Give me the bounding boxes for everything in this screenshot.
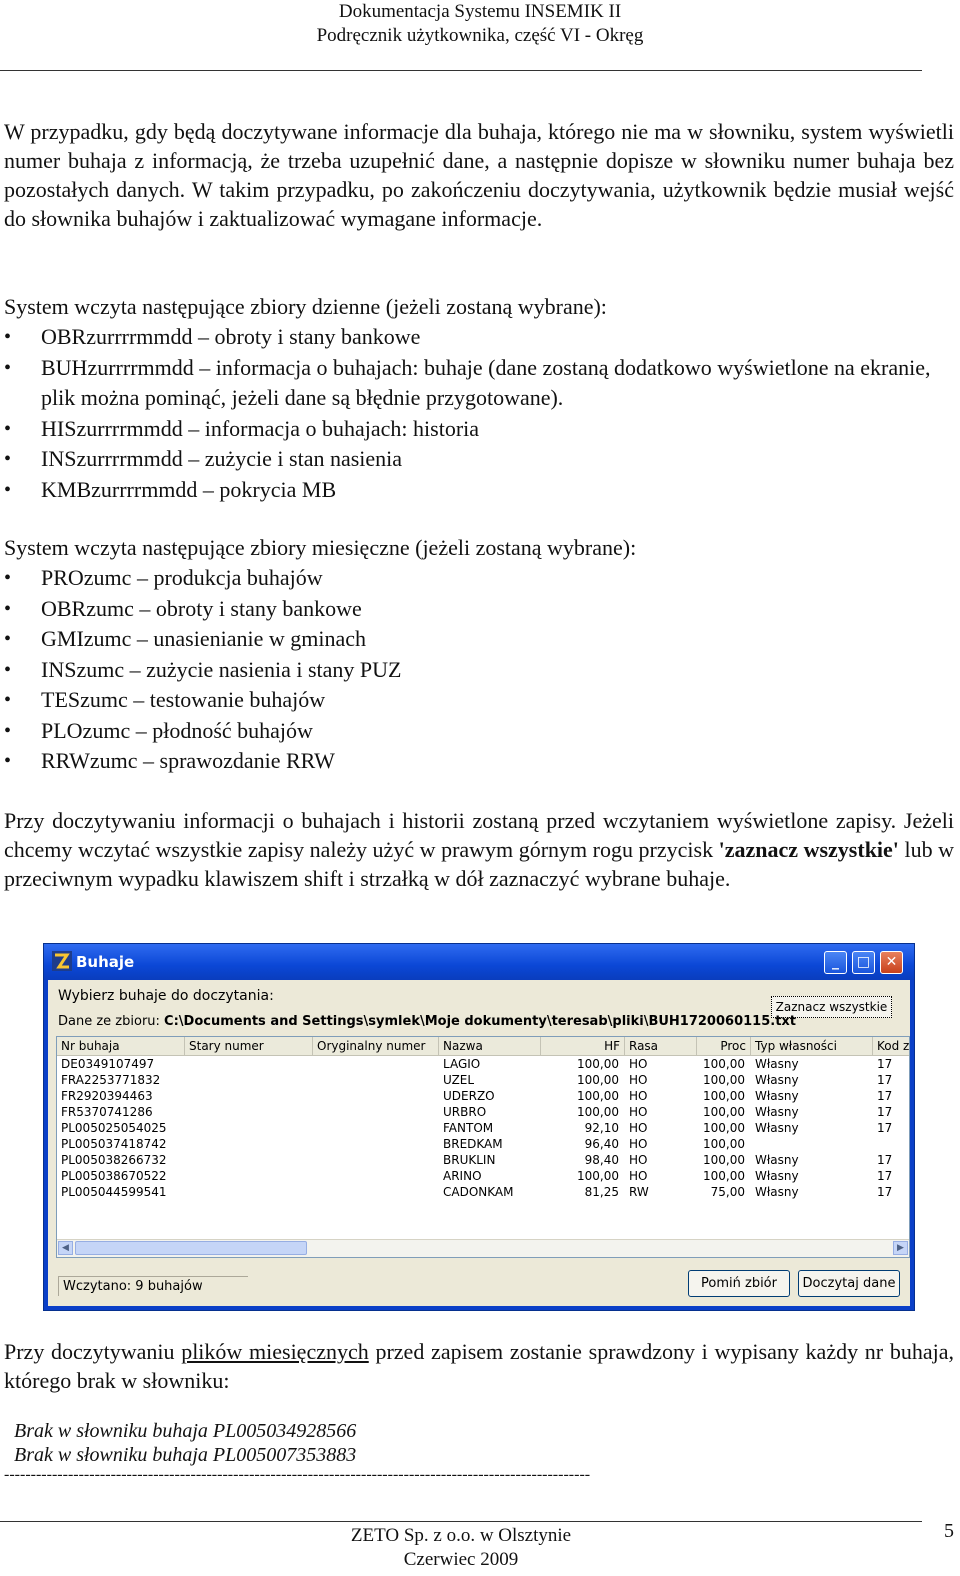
table-cell: CADONKAM [443, 1185, 514, 1199]
table-cell: 100,00 [703, 1057, 745, 1071]
table-row[interactable] [57, 1152, 909, 1168]
footer-rule [0, 1521, 922, 1522]
column-header[interactable]: Rasa [625, 1037, 697, 1055]
list-item: • BUHzurrrrmmdd – informacja o buhajach: buhaje (dane zostaną dodatkowo wyświetlone na ekranie, plik można pominąć, jeżeli dane są błędnie przygotowane). [0, 353, 950, 414]
paragraph-text: Przy doczytywaniu [4, 1339, 182, 1364]
paragraph-daily-intro: System wczyta następujące zbiory dzienne (jeżeli zostaną wybrane): [4, 294, 607, 319]
column-header[interactable]: Stary numer [185, 1037, 313, 1055]
scroll-thumb[interactable] [75, 1241, 307, 1255]
table-cell: 17 [877, 1105, 893, 1119]
table-cell: 17 [877, 1121, 893, 1135]
table-cell: UZEL [443, 1073, 475, 1087]
table-cell: HO [629, 1137, 648, 1151]
table-cell: FRA2253771832 [61, 1073, 161, 1087]
list-item: • GMIzumc – unasienianie w gminach [0, 624, 950, 655]
table-cell: URBRO [443, 1105, 487, 1119]
prompt-label: Wybierz buhaje do doczytania: [58, 988, 274, 1004]
table-row[interactable] [57, 1136, 909, 1152]
table-cell: BRUKLIN [443, 1153, 496, 1167]
table-cell [317, 1072, 437, 1088]
table-header [57, 1037, 909, 1056]
table-cell: FR5370741286 [61, 1105, 153, 1119]
list-item: • PLOzumc – płodność buhajów [0, 716, 950, 747]
table-cell: 100,00 [703, 1073, 745, 1087]
table-cell: ARINO [443, 1169, 482, 1183]
table-cell: 100,00 [703, 1153, 745, 1167]
list-item: • PROzumc – produkcja buhajów [0, 563, 950, 594]
table-cell: UDERZO [443, 1089, 495, 1103]
table-cell: Własny [755, 1089, 799, 1103]
table-cell: FR2920394463 [61, 1089, 153, 1103]
table-cell: 100,00 [577, 1073, 619, 1087]
maximize-button[interactable]: □ [852, 951, 875, 974]
table-cell: HO [629, 1105, 648, 1119]
list-item: • INSzurrrrmmdd – zużycie i stan nasienia [0, 444, 950, 475]
table-cell [317, 1104, 437, 1120]
table-cell: 100,00 [577, 1057, 619, 1071]
page-header [0, 0, 960, 48]
scroll-right-icon[interactable]: ▶ [893, 1241, 908, 1255]
missing-message: Brak w słowniku buhaja PL005034928566 [14, 1420, 357, 1442]
table-cell: BREDKAM [443, 1137, 503, 1151]
table-cell: 100,00 [577, 1169, 619, 1183]
missing-message: Brak w słowniku buhaja PL005007353883 [14, 1444, 357, 1466]
app-icon [52, 951, 72, 971]
header-title: Dokumentacja Systemu INSEMIK II [338, 1, 622, 22]
column-header[interactable]: Nr buhaja [57, 1037, 185, 1055]
table-cell: 96,40 [584, 1137, 619, 1151]
table-cell: Własny [755, 1121, 799, 1135]
table-cell [317, 1120, 437, 1136]
paragraph-monthly-check [4, 1337, 954, 1395]
table-row[interactable] [57, 1056, 909, 1072]
table-row[interactable] [57, 1168, 909, 1184]
skip-file-button[interactable]: Pomiń zbiór [688, 1270, 790, 1297]
paragraph-text: Przy doczytywaniu informacji o buhajach i historii zostaną przed wczytaniem wyświetlone zapisy. Jeżeli chcemy wczytać wszystkie zapisy należy użyć w prawym górnym rogu przycisk [4, 808, 954, 862]
page-number: 5 [944, 1520, 954, 1542]
list-item: • INSzumc – zużycie nasienia i stany PUZ [0, 655, 950, 686]
table-cell: 17 [877, 1153, 893, 1167]
table-cell: 81,25 [584, 1185, 619, 1199]
footer-company: ZETO Sp. z o.o. w Olsztynie [350, 1525, 572, 1546]
header-subtitle: Podręcznik użytkownika, część VI - Okręg [316, 25, 644, 46]
table-cell: 17 [877, 1185, 893, 1199]
table-cell: HO [629, 1057, 648, 1071]
table-cell: 98,40 [584, 1153, 619, 1167]
table-cell: 100,00 [703, 1137, 745, 1151]
table-cell [317, 1168, 437, 1184]
close-button[interactable]: ✕ [880, 951, 903, 974]
table-cell: 17 [877, 1089, 893, 1103]
table-cell: Własny [755, 1185, 799, 1199]
paragraph-text: przed zapisem zostanie sprawdzony i wypisany każdy nr buhaja, którego brak w słowniku: [4, 1339, 954, 1393]
table-row[interactable] [57, 1072, 909, 1088]
load-data-button[interactable]: Doczytaj dane [798, 1270, 900, 1297]
horizontal-scrollbar[interactable] [57, 1239, 909, 1257]
column-header[interactable]: Typ własności [751, 1037, 873, 1055]
table-cell: 100,00 [703, 1121, 745, 1135]
table-cell [189, 1152, 311, 1168]
table-cell [755, 1136, 871, 1152]
table-cell: PL005044599541 [61, 1185, 167, 1199]
table-cell: FANTOM [443, 1121, 494, 1135]
list-item: • OBRzumc – obroty i stany bankowe [0, 594, 950, 625]
table-cell [189, 1184, 311, 1200]
dialog-titlebar [44, 944, 914, 980]
buhaje-dialog [43, 943, 915, 1311]
minimize-button[interactable]: _ [824, 951, 847, 974]
table-cell [189, 1104, 311, 1120]
table-cell [317, 1152, 437, 1168]
bulls-table[interactable] [56, 1036, 910, 1258]
paragraph-monthly-intro: System wczyta następujące zbiory miesięczne (jeżeli zostaną wybrane): [4, 535, 637, 560]
scroll-left-icon[interactable]: ◀ [58, 1241, 73, 1255]
list-item: • RRWzumc – sprawozdanie RRW [0, 746, 950, 777]
table-row[interactable] [57, 1184, 909, 1200]
list-item: • KMBzurrrrmmdd – pokrycia MB [0, 475, 950, 506]
table-cell [189, 1136, 311, 1152]
table-cell: 100,00 [703, 1105, 745, 1119]
table-cell: Własny [755, 1105, 799, 1119]
table-cell: PL005038266732 [61, 1153, 167, 1167]
table-cell: 100,00 [703, 1169, 745, 1183]
list-item: • HISzurrrrmmdd – informacja o buhajach: historia [0, 414, 950, 445]
table-cell [189, 1056, 311, 1072]
table-cell: DE0349107497 [61, 1057, 155, 1071]
paragraph-select-info [4, 806, 954, 893]
list-item: • OBRzurrrrmmdd – obroty i stany bankowe [0, 322, 950, 353]
column-header[interactable]: Oryginalny numer [313, 1037, 439, 1055]
column-header[interactable]: HF [541, 1037, 625, 1055]
table-cell: 17 [877, 1169, 893, 1183]
daily-files-list [0, 322, 950, 505]
dialog-body [48, 980, 910, 1306]
table-cell: 100,00 [703, 1089, 745, 1103]
monthly-files-link[interactable]: plików miesięcznych [181, 1339, 369, 1364]
table-cell [877, 1136, 910, 1152]
table-cell [317, 1136, 437, 1152]
table-cell: LAGIO [443, 1057, 481, 1071]
table-cell: 92,10 [584, 1121, 619, 1135]
monthly-files-list [0, 563, 950, 777]
table-cell [317, 1056, 437, 1072]
table-cell [317, 1088, 437, 1104]
paragraph-text: lub w przeciwnym wypadku klawiszem shift i strzałką w dół zaznaczyć wybrane buhaje. [4, 837, 955, 891]
status-label: Wczytano: 9 buhajów [58, 1276, 248, 1296]
table-cell: 17 [877, 1073, 893, 1087]
column-header[interactable]: Kod z [873, 1037, 910, 1055]
table-cell: Własny [755, 1169, 799, 1183]
table-cell: 75,00 [710, 1185, 745, 1199]
table-row[interactable] [57, 1120, 909, 1136]
table-cell: HO [629, 1121, 648, 1135]
dialog-title: Buhaje [76, 953, 135, 971]
table-cell: HO [629, 1089, 648, 1103]
table-cell: Własny [755, 1057, 799, 1071]
table-cell: RW [629, 1185, 649, 1199]
table-cell: PL005038670522 [61, 1169, 167, 1183]
file-label: Dane ze zbioru: [58, 1014, 160, 1029]
header-rule [0, 70, 922, 71]
table-row[interactable] [57, 1088, 909, 1104]
table-cell: PL005025054025 [61, 1121, 167, 1135]
select-all-reference: 'zaznacz wszystkie' [718, 837, 899, 862]
select-all-button[interactable]: Zaznacz wszystkie [771, 996, 892, 1018]
file-info [58, 1014, 796, 1029]
table-cell [189, 1168, 311, 1184]
column-header[interactable]: Nazwa [439, 1037, 541, 1055]
table-cell: HO [629, 1169, 648, 1183]
table-cell: 17 [877, 1057, 893, 1071]
table-cell [189, 1120, 311, 1136]
footer-date: Czerwiec 2009 [403, 1549, 519, 1570]
table-cell: 100,00 [577, 1089, 619, 1103]
table-cell [189, 1072, 311, 1088]
paragraph-intro: W przypadku, gdy będą doczytywane informacje dla buhaja, którego nie ma w słowniku, system wyświetli numer buhaja z informacją, że trzeba uzupełnić dane, a następnie dopisze w słowniku numer buhaja bez pozostałych danych. W takim przypadku, po zakończeniu doczytywania, użytkownik będzie musiał wejść do słownika buhajów i zaktualizować wymagane informacje. [4, 119, 954, 231]
table-cell: Własny [755, 1153, 799, 1167]
table-cell [189, 1088, 311, 1104]
table-cell [317, 1184, 437, 1200]
list-item: • TESzumc – testowanie buhajów [0, 685, 950, 716]
column-header[interactable]: Proc [697, 1037, 751, 1055]
table-cell: PL005037418742 [61, 1137, 167, 1151]
dashed-separator: -------------------------------------------------------------------------------------------------------------- [4, 1466, 591, 1483]
table-cell: Własny [755, 1073, 799, 1087]
table-row[interactable] [57, 1104, 909, 1120]
file-path: C:\Documents and Settings\symlek\Moje dokumenty\teresab\pliki\BUH1720060115.txt [164, 1014, 797, 1029]
table-cell: 100,00 [577, 1105, 619, 1119]
table-cell: HO [629, 1153, 648, 1167]
table-cell: HO [629, 1073, 648, 1087]
